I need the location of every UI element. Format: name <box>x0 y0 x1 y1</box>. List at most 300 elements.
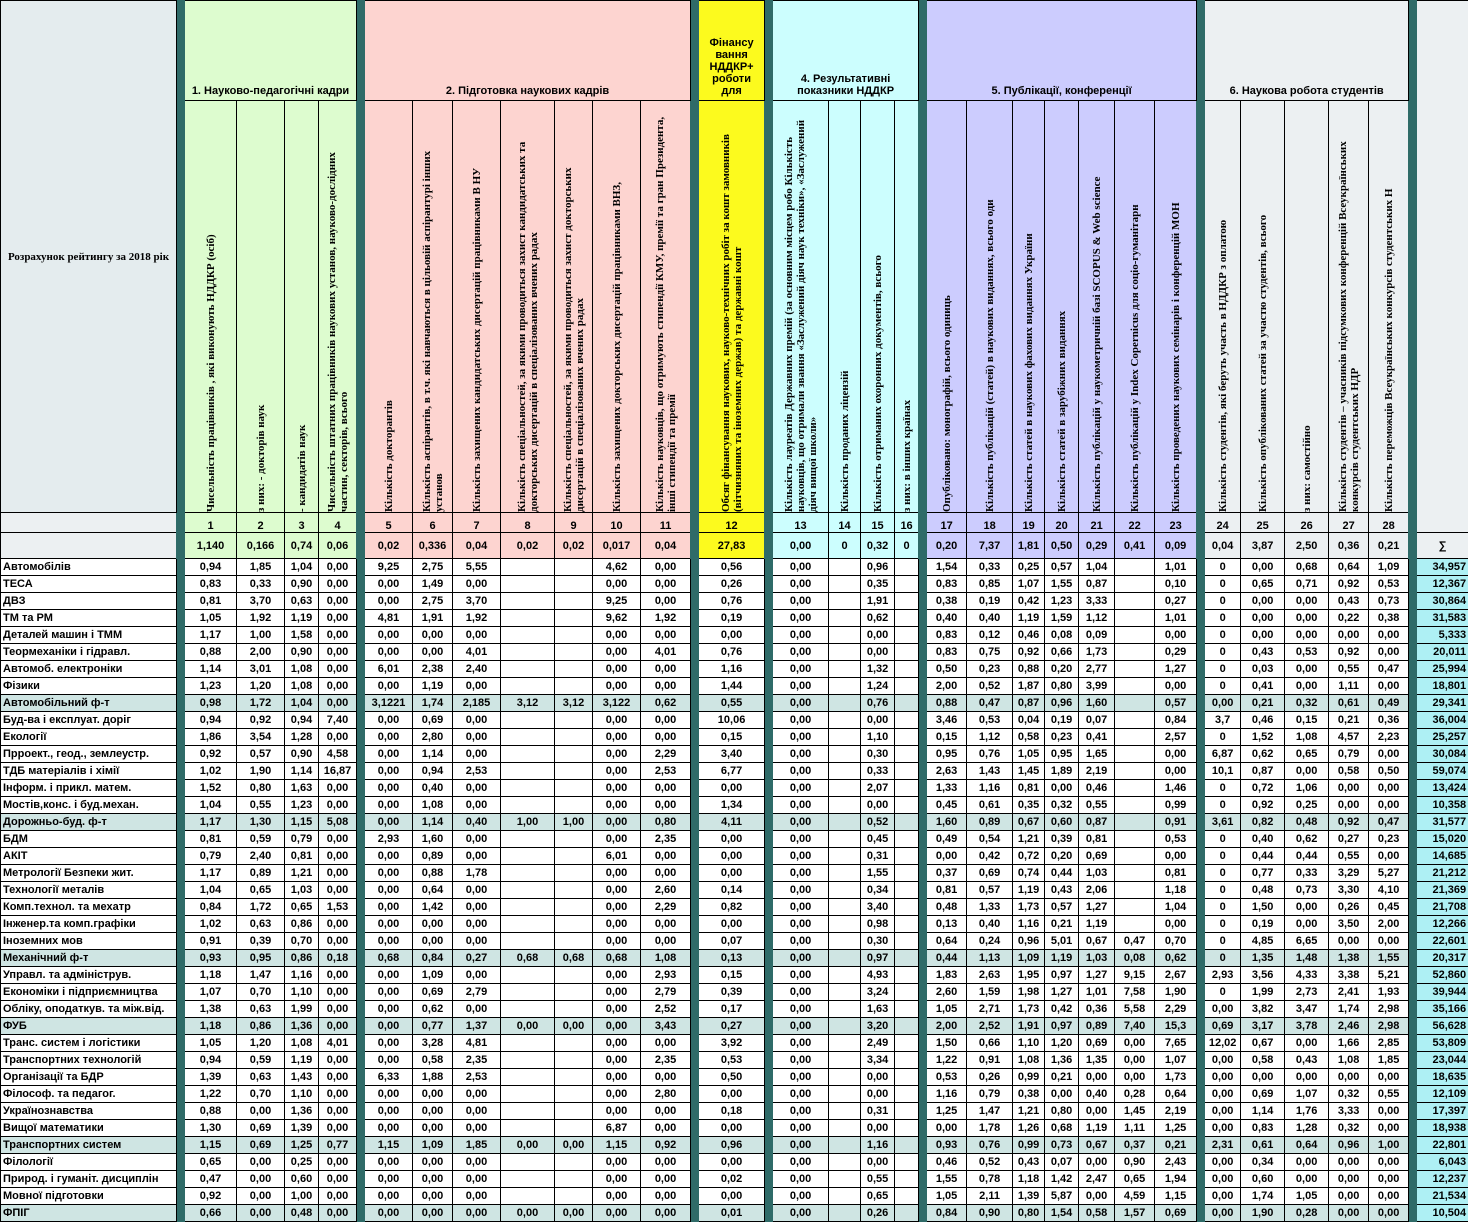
row-value <box>895 882 919 899</box>
row-value: 0,55 <box>1079 797 1115 814</box>
row-name: ФУБ <box>1 1018 177 1035</box>
row-divider <box>919 746 927 763</box>
row-value: 1,08 <box>413 797 453 814</box>
row-divider <box>1197 882 1205 899</box>
row-value: 0,69 <box>237 1120 285 1137</box>
row-name: Транспортних систем <box>1 1137 177 1154</box>
row-value: 0,61 <box>1241 1137 1285 1154</box>
row-divider <box>357 1205 365 1222</box>
row-value: 0,46 <box>927 1154 967 1171</box>
row-value: 1,14 <box>1241 1103 1285 1120</box>
row-value: 2,06 <box>1079 882 1115 899</box>
row-value: 0,21 <box>1329 712 1369 729</box>
row-value <box>1115 661 1155 678</box>
row-value: 0,57 <box>1155 695 1197 712</box>
row-value: 2,38 <box>413 661 453 678</box>
row-value: 0,65 <box>1285 746 1329 763</box>
row-value: 0,61 <box>967 797 1013 814</box>
row-total: 12,266 <box>1417 916 1468 933</box>
row-divider <box>1197 695 1205 712</box>
row-value: 2,93 <box>641 967 691 984</box>
row-value: 2,00 <box>927 1018 967 1035</box>
row-value: 1,25 <box>285 1137 319 1154</box>
row-value: 1,15 <box>285 814 319 831</box>
row-value: 0,00 <box>773 950 829 967</box>
row-value: 0,68 <box>1285 559 1329 576</box>
row-divider <box>177 593 185 610</box>
row-value: 0,00 <box>1241 559 1285 576</box>
row-value <box>829 1086 861 1103</box>
row-value: 0,53 <box>967 712 1013 729</box>
row-value: 3,12 <box>555 695 593 712</box>
row-divider <box>919 848 927 865</box>
row-value: 0,00 <box>319 610 357 627</box>
row-value: 0,00 <box>319 593 357 610</box>
row-value: 1,73 <box>1079 644 1115 661</box>
row-value <box>501 899 555 916</box>
row-divider <box>177 780 185 797</box>
row-divider <box>1197 865 1205 882</box>
row-divider <box>691 712 699 729</box>
row-divider <box>765 729 773 746</box>
faculty-row <box>1 1137 1468 1154</box>
row-value <box>829 644 861 661</box>
row-value: 2,63 <box>967 967 1013 984</box>
row-value: 0,48 <box>285 1205 319 1222</box>
row-value: 0,72 <box>1013 848 1045 865</box>
row-value <box>1115 627 1155 644</box>
row-value: 0,19 <box>1045 712 1079 729</box>
row-total: 36,004 <box>1417 712 1468 729</box>
row-value <box>501 933 555 950</box>
row-value: 0,00 <box>641 1154 691 1171</box>
row-value: 1,90 <box>237 763 285 780</box>
row-value: 1,20 <box>1045 1035 1079 1052</box>
column-header <box>501 101 555 513</box>
row-value: 0 <box>1205 933 1241 950</box>
row-value: 1,65 <box>1079 746 1115 763</box>
row-value: 0,81 <box>285 848 319 865</box>
row-value: 1,85 <box>1369 1052 1409 1069</box>
row-value: 1,72 <box>237 899 285 916</box>
row-value: 0,40 <box>967 610 1013 627</box>
row-divider <box>765 1103 773 1120</box>
row-value: 0,00 <box>365 882 413 899</box>
row-value <box>1115 797 1155 814</box>
row-name: Автомоб. електроніки <box>1 661 177 678</box>
row-value: 1,11 <box>1329 678 1369 695</box>
row-value <box>895 950 919 967</box>
row-total: 13,424 <box>1417 780 1468 797</box>
row-value: 1,02 <box>185 763 237 780</box>
row-divider <box>765 763 773 780</box>
row-value: 0,76 <box>967 746 1013 763</box>
row-value: 0,83 <box>927 627 967 644</box>
row-value: 1,49 <box>413 576 453 593</box>
row-divider <box>1197 1120 1205 1137</box>
row-divider <box>765 1001 773 1018</box>
row-value: 12,02 <box>1205 1035 1241 1052</box>
row-value: 0,69 <box>967 865 1013 882</box>
row-value: 0,00 <box>319 1069 357 1086</box>
row-value: 0,95 <box>1045 746 1079 763</box>
row-value: 3,34 <box>861 1052 895 1069</box>
row-value: 0,48 <box>1285 814 1329 831</box>
row-value <box>829 1137 861 1154</box>
row-total: 53,809 <box>1417 1035 1468 1052</box>
row-value <box>829 950 861 967</box>
row-value: 0,00 <box>365 1171 413 1188</box>
row-divider <box>1409 1120 1417 1137</box>
row-divider <box>1409 899 1417 916</box>
row-value: 2,35 <box>641 831 691 848</box>
row-value: 0 <box>1205 610 1241 627</box>
group-divider <box>1409 1 1417 559</box>
row-total: 10,504 <box>1417 1205 1468 1222</box>
row-divider <box>691 695 699 712</box>
row-value: 1,18 <box>185 967 237 984</box>
row-value: 2,185 <box>453 695 501 712</box>
row-value: 0,45 <box>927 797 967 814</box>
row-value: 1,20 <box>237 678 285 695</box>
row-value: 0,87 <box>1241 763 1285 780</box>
row-value: 0,00 <box>1285 1035 1329 1052</box>
row-value <box>829 610 861 627</box>
row-value: 0,00 <box>1285 661 1329 678</box>
group-divider <box>177 1 185 559</box>
row-name: Буд-ва і експлуат. доріг <box>1 712 177 729</box>
row-value: 0,70 <box>237 1086 285 1103</box>
column-header <box>1205 101 1241 513</box>
row-value: 1,54 <box>1045 1205 1079 1222</box>
row-divider <box>919 610 927 627</box>
row-value: 2,40 <box>237 848 285 865</box>
row-value <box>829 797 861 814</box>
row-value: 0,00 <box>641 593 691 610</box>
row-value: 0,93 <box>185 950 237 967</box>
row-value: 0,00 <box>319 729 357 746</box>
row-divider <box>357 712 365 729</box>
row-value: 1,14 <box>185 661 237 678</box>
row-value: 0,00 <box>593 1154 641 1171</box>
row-name: Управл. та адмініструв. <box>1 967 177 984</box>
row-value: 0,27 <box>699 1018 765 1035</box>
row-value: 0,00 <box>453 848 501 865</box>
row-value <box>555 559 593 576</box>
row-divider <box>1409 746 1417 763</box>
department-row <box>1 644 1468 661</box>
row-divider <box>919 933 927 950</box>
row-value: 1,73 <box>1155 1069 1197 1086</box>
row-value <box>895 1137 919 1154</box>
row-total: 18,801 <box>1417 678 1468 695</box>
row-value: 1,99 <box>285 1001 319 1018</box>
row-value: 0,91 <box>185 933 237 950</box>
row-value: 0,55 <box>1329 661 1369 678</box>
row-value: 0,53 <box>1155 831 1197 848</box>
row-divider <box>177 1001 185 1018</box>
row-divider <box>765 1137 773 1154</box>
row-divider <box>765 1018 773 1035</box>
weight-value: 0 <box>829 533 861 559</box>
row-value: 0,92 <box>185 1188 237 1205</box>
row-value: 1,11 <box>1115 1120 1155 1137</box>
column-number: 19 <box>1013 513 1045 533</box>
row-value: 2,73 <box>1285 984 1329 1001</box>
row-value: 0,25 <box>1013 559 1045 576</box>
row-divider <box>691 678 699 695</box>
row-value: 0,00 <box>413 1171 453 1188</box>
row-value: 1,01 <box>1155 559 1197 576</box>
row-value: 0,78 <box>967 1171 1013 1188</box>
row-divider <box>177 746 185 763</box>
row-value: 1,14 <box>413 746 453 763</box>
row-name: Теормеханіки і гідравл. <box>1 644 177 661</box>
row-value: 0,00 <box>641 1205 691 1222</box>
row-value: 0,89 <box>967 814 1013 831</box>
row-value: 0,27 <box>1155 593 1197 610</box>
column-header-text: Кількість публікацій у Index Copernicus для соціо-гуманітарн <box>1128 204 1141 512</box>
row-value: 1,32 <box>861 661 895 678</box>
row-value: 0,67 <box>1079 933 1115 950</box>
row-value: 1,13 <box>967 950 1013 967</box>
row-value: 2,85 <box>1369 1035 1409 1052</box>
row-value: 0,98 <box>861 916 895 933</box>
row-value: 0,00 <box>773 933 829 950</box>
row-value: 0,89 <box>1079 1018 1115 1035</box>
row-value <box>829 661 861 678</box>
row-divider <box>1409 627 1417 644</box>
weight-value: 0,336 <box>413 533 453 559</box>
row-value: 0,19 <box>1241 916 1285 933</box>
row-value: 0,00 <box>1285 763 1329 780</box>
row-total: 21,534 <box>1417 1188 1468 1205</box>
row-divider <box>765 967 773 984</box>
row-divider <box>1409 1103 1417 1120</box>
row-divider <box>1409 678 1417 695</box>
row-value: 0,00 <box>1155 746 1197 763</box>
department-row <box>1 1035 1468 1052</box>
row-value: 1,05 <box>1013 746 1045 763</box>
row-value: 1,58 <box>285 627 319 644</box>
row-value <box>829 984 861 1001</box>
row-value: 0,00 <box>1369 1154 1409 1171</box>
row-value: 0,43 <box>1285 1052 1329 1069</box>
row-divider <box>691 644 699 661</box>
row-value: 0,00 <box>413 1154 453 1171</box>
row-value: 0,20 <box>1045 661 1079 678</box>
row-value: 0,49 <box>1369 695 1409 712</box>
row-value <box>501 1035 555 1052</box>
row-value: 0,00 <box>861 1154 895 1171</box>
row-value: 0,00 <box>1369 1120 1409 1137</box>
row-value: 0,00 <box>1205 1154 1241 1171</box>
row-divider <box>765 1154 773 1171</box>
row-value <box>829 746 861 763</box>
row-value: 1,25 <box>1155 1120 1197 1137</box>
row-value <box>555 1001 593 1018</box>
row-value: 0,92 <box>1329 644 1369 661</box>
row-value: 0,85 <box>967 576 1013 593</box>
row-value: 0,84 <box>413 950 453 967</box>
column-header <box>861 101 895 513</box>
weight-value: 0,00 <box>773 533 829 559</box>
column-header-text: Кількість статей в зарубіжних виданнях <box>1055 310 1068 512</box>
row-divider <box>357 882 365 899</box>
row-divider <box>765 865 773 882</box>
row-value: 1,35 <box>1079 1052 1115 1069</box>
row-value: 0,00 <box>773 559 829 576</box>
row-value: 0,50 <box>927 661 967 678</box>
row-value <box>501 916 555 933</box>
row-divider <box>177 967 185 984</box>
weight-value: 0,32 <box>861 533 895 559</box>
row-value <box>895 627 919 644</box>
column-number: 15 <box>861 513 895 533</box>
row-divider <box>765 950 773 967</box>
row-value: 0,23 <box>967 661 1013 678</box>
row-value: 1,16 <box>1013 916 1045 933</box>
row-value: 0,00 <box>1285 678 1329 695</box>
row-divider <box>691 1086 699 1103</box>
row-value: 0,76 <box>861 695 895 712</box>
row-value: 0,00 <box>413 916 453 933</box>
row-value: 0,00 <box>319 916 357 933</box>
row-value: 1,20 <box>237 1035 285 1052</box>
row-value: 3,33 <box>1079 593 1115 610</box>
column-number: 12 <box>699 513 765 533</box>
row-value: 2,35 <box>641 1052 691 1069</box>
row-value: 0,36 <box>1369 712 1409 729</box>
row-value: 2,35 <box>453 1052 501 1069</box>
row-divider <box>765 831 773 848</box>
row-value <box>501 644 555 661</box>
column-header <box>413 101 453 513</box>
row-divider <box>765 1035 773 1052</box>
row-value: 0,35 <box>1013 797 1045 814</box>
row-value: 0,00 <box>773 593 829 610</box>
row-value <box>555 678 593 695</box>
row-divider <box>1197 1035 1205 1052</box>
row-value: 0,61 <box>1329 695 1369 712</box>
row-value: 0,00 <box>1369 1188 1409 1205</box>
row-value: 0,00 <box>1241 627 1285 644</box>
row-value <box>555 1103 593 1120</box>
row-value <box>895 1103 919 1120</box>
row-value: 0,00 <box>453 1188 501 1205</box>
row-value: 0,00 <box>773 610 829 627</box>
row-divider <box>765 661 773 678</box>
weight-value: 0,04 <box>1205 533 1241 559</box>
row-value: 4,10 <box>1369 882 1409 899</box>
row-value <box>829 1188 861 1205</box>
row-value: 0,58 <box>1013 729 1045 746</box>
row-value <box>1115 746 1155 763</box>
row-divider <box>1197 780 1205 797</box>
row-value: 2,63 <box>927 763 967 780</box>
row-total: 18,635 <box>1417 1069 1468 1086</box>
row-value: 0,21 <box>1155 1137 1197 1154</box>
row-value: 0,95 <box>927 746 967 763</box>
row-value <box>501 729 555 746</box>
row-value <box>1115 814 1155 831</box>
row-value: 1,55 <box>861 865 895 882</box>
row-value: 0,57 <box>1045 559 1079 576</box>
row-value: 2,57 <box>1155 729 1197 746</box>
row-value: 0,83 <box>185 576 237 593</box>
row-value: 1,47 <box>967 1103 1013 1120</box>
row-divider <box>357 1001 365 1018</box>
row-value: 0,00 <box>773 712 829 729</box>
row-value: 0,49 <box>927 831 967 848</box>
row-total: 52,860 <box>1417 967 1468 984</box>
row-divider <box>1409 1171 1417 1188</box>
row-value: 3,122 <box>593 695 641 712</box>
row-name: Фізики <box>1 678 177 695</box>
row-value: 1,28 <box>285 729 319 746</box>
row-divider <box>1409 814 1417 831</box>
column-number: 11 <box>641 513 691 533</box>
row-value: 0,00 <box>593 780 641 797</box>
row-value <box>829 729 861 746</box>
row-divider <box>1197 933 1205 950</box>
row-value <box>829 712 861 729</box>
row-divider <box>177 899 185 916</box>
row-value: 0,90 <box>285 576 319 593</box>
row-value: 0,00 <box>593 967 641 984</box>
row-value: 0,00 <box>773 644 829 661</box>
row-value: 0,00 <box>593 984 641 1001</box>
row-value: 0,02 <box>699 1171 765 1188</box>
row-name: Транспортних технологій <box>1 1052 177 1069</box>
row-value: 0,00 <box>641 933 691 950</box>
group-divider <box>1197 1 1205 559</box>
group-header: 1. Науково-педагогічні кадри <box>185 1 357 101</box>
department-row <box>1 1086 1468 1103</box>
row-divider <box>691 610 699 627</box>
row-value: 1,36 <box>285 1018 319 1035</box>
row-total: 23,044 <box>1417 1052 1468 1069</box>
row-total: 30,864 <box>1417 593 1468 610</box>
row-value: 0,00 <box>319 967 357 984</box>
row-value: 1,27 <box>1079 967 1115 984</box>
row-value: 0,19 <box>699 610 765 627</box>
row-value: 0,00 <box>773 695 829 712</box>
weight-value: 0,20 <box>927 533 967 559</box>
row-value: 0,00 <box>927 1120 967 1137</box>
row-value: 0,64 <box>1285 1137 1329 1154</box>
row-divider <box>1409 1069 1417 1086</box>
group-header: Фінансу вання НДДКР+ роботи для <box>699 1 765 101</box>
row-value: 1,48 <box>1285 950 1329 967</box>
row-divider <box>1197 1001 1205 1018</box>
row-value <box>829 865 861 882</box>
row-divider <box>765 899 773 916</box>
row-divider <box>1409 559 1417 576</box>
row-value: 0,65 <box>237 882 285 899</box>
row-value: 0,00 <box>773 627 829 644</box>
row-value: 0,57 <box>1045 899 1079 916</box>
row-value: 1,76 <box>1285 1103 1329 1120</box>
row-value: 0,00 <box>1369 1103 1409 1120</box>
row-divider <box>691 1001 699 1018</box>
row-value <box>895 763 919 780</box>
row-value: 0,00 <box>319 1171 357 1188</box>
row-value: 0,00 <box>699 1188 765 1205</box>
row-value: 0,92 <box>1329 576 1369 593</box>
column-header-text: Обсяг фінансування наукових, науково-технічних робіт за кошт замовників (вітчизняних та іноземних держав) та державні кошт <box>719 134 744 512</box>
row-value: 1,06 <box>1285 780 1329 797</box>
